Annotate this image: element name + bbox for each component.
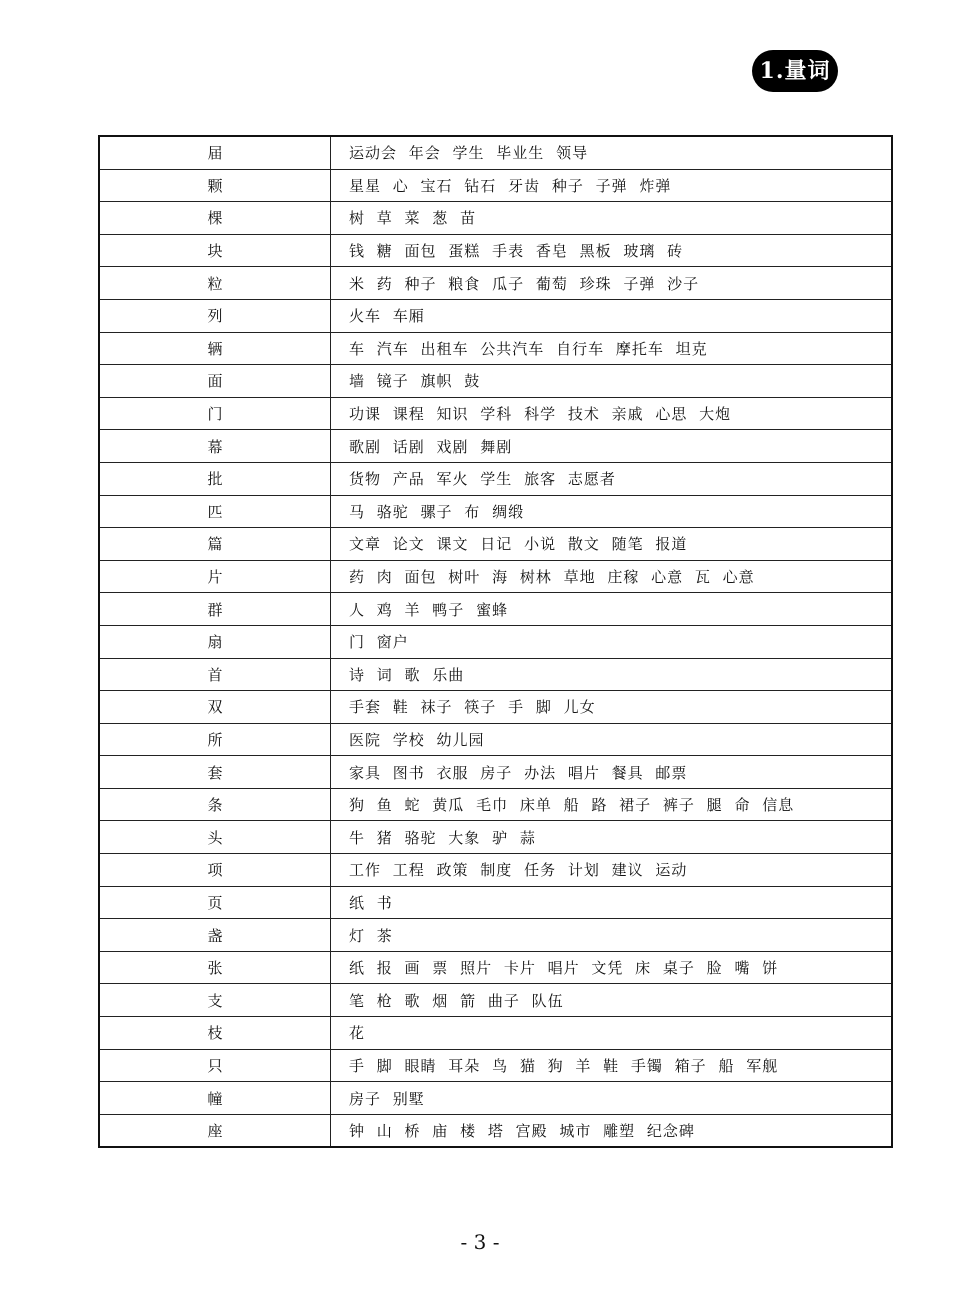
measure-word-cell: 双 [99,691,331,724]
table-row [99,625,892,658]
measure-word-cell: 片 [99,560,331,593]
nouns-cell: 人 鸡 羊 鸭子 蜜蜂 [331,593,893,626]
table-row [99,299,892,332]
table-row [99,951,892,984]
measure-word-cell: 块 [99,234,331,267]
table-row [99,919,892,952]
nouns-cell: 车 汽车 出租车 公共汽车 自行车 摩托车 坦克 [331,332,893,365]
measure-word-cell: 头 [99,821,331,854]
measure-word-cell: 扇 [99,625,331,658]
table-row [99,462,892,495]
measure-word-cell: 列 [99,299,331,332]
nouns-cell: 墙 镜子 旗帜 鼓 [331,365,893,398]
table-row [99,1114,892,1147]
nouns-cell: 狗 鱼 蛇 黄瓜 毛巾 床单 船 路 裙子 裤子 腿 命 信息 [331,788,893,821]
table-row [99,169,892,202]
nouns-cell: 纸 书 [331,886,893,919]
nouns-cell: 功课 课程 知识 学科 科学 技术 亲戚 心思 大炮 [331,397,893,430]
nouns-cell: 钟 山 桥 庙 楼 塔 宫殿 城市 雕塑 纪念碑 [331,1114,893,1147]
nouns-cell: 笔 枪 歌 烟 箭 曲子 队伍 [331,984,893,1017]
measure-word-cell: 幢 [99,1082,331,1115]
nouns-cell: 牛 猪 骆驼 大象 驴 蒜 [331,821,893,854]
table-row [99,788,892,821]
table-row [99,430,892,463]
nouns-cell: 运动会 年会 学生 毕业生 领导 [331,136,893,169]
table-row [99,658,892,691]
nouns-cell: 诗 词 歌 乐曲 [331,658,893,691]
measure-word-cell: 幕 [99,430,331,463]
measure-word-cell: 项 [99,854,331,887]
measure-word-cell: 篇 [99,528,331,561]
measure-word-cell: 条 [99,788,331,821]
measure-word-cell: 届 [99,136,331,169]
table-row [99,267,892,300]
table-row [99,821,892,854]
measure-word-cell: 盏 [99,919,331,952]
nouns-cell: 灯 茶 [331,919,893,952]
nouns-cell: 药 肉 面包 树叶 海 树林 草地 庄稼 心意 瓦 心意 [331,560,893,593]
nouns-cell: 纸 报 画 票 照片 卡片 唱片 文凭 床 桌子 脸 嘴 饼 [331,951,893,984]
table-row [99,1082,892,1115]
table-row [99,723,892,756]
table-row [99,234,892,267]
table-row [99,560,892,593]
measure-word-cell: 页 [99,886,331,919]
nouns-cell: 火车 车厢 [331,299,893,332]
table-row [99,854,892,887]
nouns-cell: 工作 工程 政策 制度 任务 计划 建议 运动 [331,854,893,887]
table-body [99,136,892,1147]
measure-word-cell: 辆 [99,332,331,365]
nouns-cell: 门 窗户 [331,625,893,658]
measure-word-cell: 所 [99,723,331,756]
measure-word-cell: 张 [99,951,331,984]
measure-word-cell: 门 [99,397,331,430]
nouns-cell: 树 草 菜 葱 苗 [331,202,893,235]
table-row [99,495,892,528]
measure-word-cell: 匹 [99,495,331,528]
nouns-cell: 手套 鞋 袜子 筷子 手 脚 儿女 [331,691,893,724]
table-row [99,984,892,1017]
table-row [99,202,892,235]
table-row [99,886,892,919]
measure-word-cell: 座 [99,1114,331,1147]
nouns-cell: 马 骆驼 骡子 布 绸缎 [331,495,893,528]
nouns-cell: 米 药 种子 粮食 瓜子 葡萄 珍珠 子弹 沙子 [331,267,893,300]
nouns-cell: 钱 糖 面包 蛋糕 手表 香皂 黑板 玻璃 砖 [331,234,893,267]
measure-word-cell: 批 [99,462,331,495]
measure-word-cell: 面 [99,365,331,398]
table-row [99,756,892,789]
measure-word-cell: 首 [99,658,331,691]
section-badge: 1.量词 [752,50,838,92]
table-row [99,593,892,626]
measure-word-cell: 群 [99,593,331,626]
measure-word-cell: 颗 [99,169,331,202]
table-row [99,1049,892,1082]
measure-word-cell: 粒 [99,267,331,300]
table-row [99,365,892,398]
table-row [99,136,892,169]
nouns-cell: 货物 产品 军火 学生 旅客 志愿者 [331,462,893,495]
nouns-cell: 手 脚 眼睛 耳朵 鸟 猫 狗 羊 鞋 手镯 箱子 船 军舰 [331,1049,893,1082]
nouns-cell: 文章 论文 课文 日记 小说 散文 随笔 报道 [331,528,893,561]
nouns-cell: 医院 学校 幼儿园 [331,723,893,756]
page-number: - 3 - [460,1230,500,1254]
measure-word-cell: 套 [99,756,331,789]
measure-word-cell: 只 [99,1049,331,1082]
table-row [99,1017,892,1050]
measure-word-cell: 支 [99,984,331,1017]
nouns-cell: 花 [331,1017,893,1050]
nouns-cell: 歌剧 话剧 戏剧 舞剧 [331,430,893,463]
table-row [99,397,892,430]
nouns-cell: 房子 别墅 [331,1082,893,1115]
nouns-cell: 星星 心 宝石 钻石 牙齿 种子 子弹 炸弹 [331,169,893,202]
table-row [99,332,892,365]
table-row [99,528,892,561]
measure-word-cell: 枝 [99,1017,331,1050]
measure-word-table [98,135,893,1148]
table-row [99,691,892,724]
measure-word-cell: 棵 [99,202,331,235]
nouns-cell: 家具 图书 衣服 房子 办法 唱片 餐具 邮票 [331,756,893,789]
